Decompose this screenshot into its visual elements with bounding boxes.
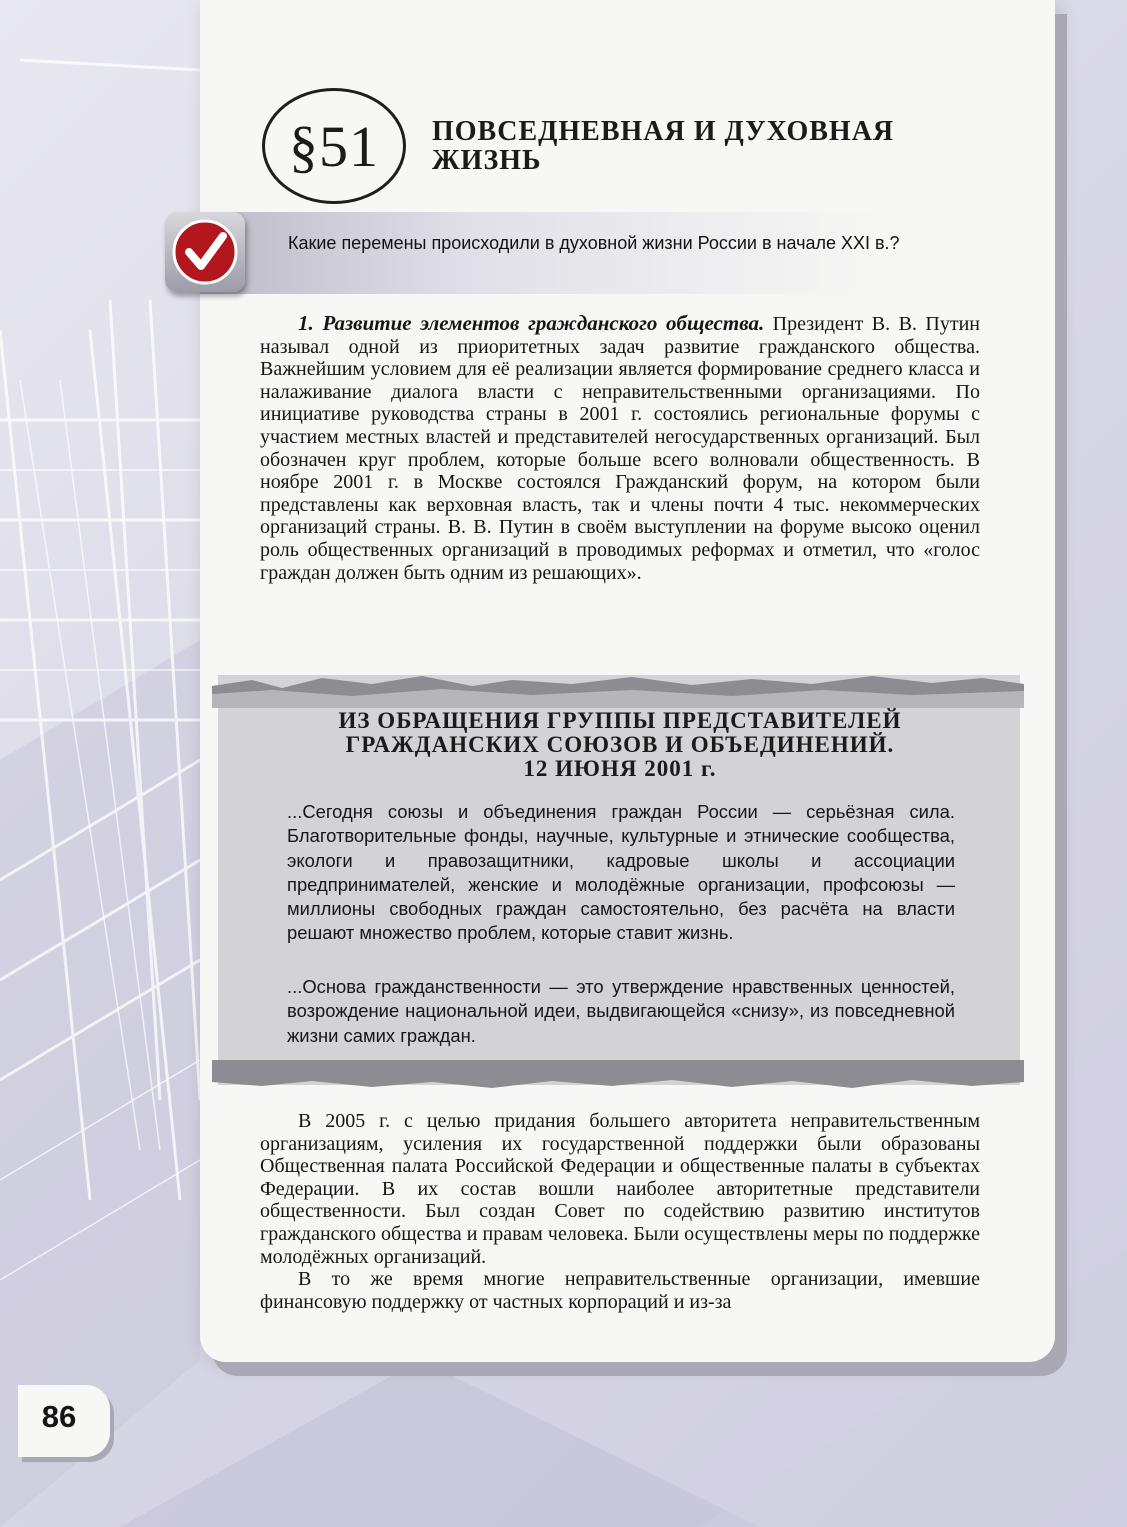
document-paragraph-1: ...Сегодня союзы и объединения граждан России — серьёзная сила. Благотворительные фонды, научные, культурные и этнические сообщества, экологи и правозащитники, кадровые школы и ассоциации предпринимателей, женские и молодёжные организации, профсоюзы — миллионы свободных граждан самостоятельно, без расчёта на власти решают множество проблем, которые ставит жизнь. — [287, 801, 955, 944]
lesson-question: Какие перемены происходили в духовной жизни России в начале XXI в.? — [288, 233, 900, 253]
document-title — [230, 709, 1010, 781]
section-2-paragraph-1: В 2005 г. с целью придания большего авторитета неправительственным организациям, усиления их государственной поддержки были образованы Общественная палата Российской Федерации и общественные палаты в субъектах Федерации. В их состав вошли наиболее авторитетные представители общественности. Был создан Совет по содействию развитию институтов гражданского общества и правам человека. Были осуществлены меры по поддержке молодёжных организаций. — [260, 1110, 980, 1268]
section-2-text — [260, 1110, 980, 1313]
checkmark-icon — [165, 212, 245, 292]
document-paragraph-2: ...Основа гражданственности — это утверждение нравственных ценностей, возрождение национальной идеи, выдвигающейся «снизу», из повседневной жизни самих граждан. — [287, 976, 955, 1046]
torn-edge-bottom — [212, 1060, 1024, 1094]
section-2-paragraph-2: В то же время многие неправительственные организации, имевшие финансовую поддержку от частных корпораций и из-за — [260, 1268, 980, 1313]
chapter-title: ПОВСЕДНЕВНАЯ И ДУХОВНАЯ ЖИЗНЬ — [432, 116, 895, 176]
document-title-line-1: ИЗ ОБРАЩЕНИЯ ГРУППЫ ПРЕДСТАВИТЕЛЕЙ — [338, 708, 902, 733]
page-number: 86 — [41, 1399, 77, 1434]
section-1-paragraph — [260, 312, 980, 584]
document-title-date: 12 ИЮНЯ 2001 г. — [523, 756, 717, 781]
document-title-line-2: ГРАЖДАНСКИХ СОЮЗОВ И ОБЪЕДИНЕНИЙ. — [345, 732, 895, 757]
paragraph-number: §51 — [289, 113, 379, 179]
paragraph-number-badge — [262, 88, 406, 204]
section-1-text: Президент В. В. Путин называл одной из приоритетных задач развитие гражданского общества. Важнейшим условием для её реализации является формирование среднего класса и налаживание диалога власти с неправительственными организациями. По инициативе руководства страны в 2001 г. состоялись региональные форумы с участием местных властей и представителей негосударственных организаций. Был обозначен круг проблем, которые больше всего волновали общественность. В ноябре 2001 г. в Москве состоялся Гражданский форум, на котором были представлены как верховная власть, так и члены почти 4 тыс. некоммерческих организаций страны. В. В. Путин в своём выступлении на форуме высоко оценил роль общественных организаций в проводимых реформах и отметил, что «голос граждан должен быть одним из решающих». — [260, 313, 980, 584]
section-1-heading: 1. Развитие элементов гражданского общества. — [298, 311, 765, 335]
torn-edge-top — [212, 672, 1024, 708]
